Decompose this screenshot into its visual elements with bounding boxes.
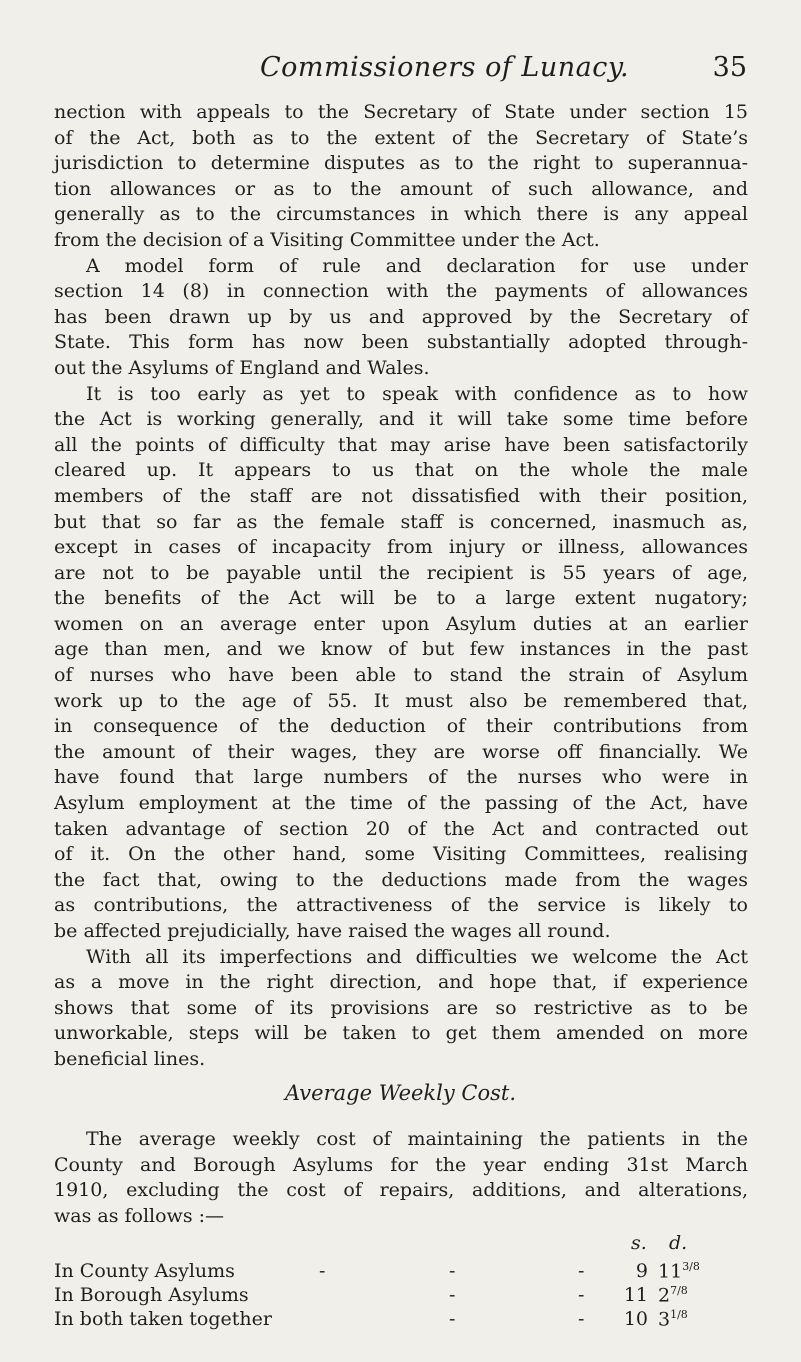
- text-line: beneficial lines.: [54, 1047, 206, 1070]
- text-line: out the Asylums of England and Wales.: [54, 356, 430, 379]
- text-line: 1910, excluding the cost of repairs, additions, and alterations,: [54, 1179, 748, 1202]
- text-line: but that so far as the female staff is concerned, inasmuch as,: [54, 510, 748, 533]
- pence-fraction: 1/8: [670, 1308, 688, 1321]
- text-line: in consequence of the deduction of their contributions from: [54, 715, 748, 738]
- text-line: of the Act, both as to the extent of the Secretary of State’s: [54, 126, 748, 149]
- text-line: members of the staff are not dissatisfied with their position,: [54, 484, 748, 507]
- page-header: [0, 52, 801, 86]
- shillings-column-header: s.: [631, 1232, 647, 1254]
- text-line: With all its imperfections and difficulties we welcome the Act: [86, 945, 748, 968]
- text-line: be affected prejudicially, have raised the wages all round.: [54, 920, 611, 942]
- table-row: [54, 1308, 754, 1332]
- shillings-value: 11: [623, 1284, 648, 1306]
- pence-column-header: d.: [669, 1232, 688, 1254]
- leader-dash: -: [319, 1260, 326, 1282]
- text-line: A model form of rule and declaration for use under: [86, 254, 748, 277]
- text-line: the amount of their wages, they are worse off financially. We: [54, 740, 748, 763]
- text-line: generally as to the circumstances in which there is any appeal: [54, 203, 748, 226]
- text-line: County and Borough Asylums for the year ending 31st March: [54, 1153, 748, 1176]
- text-line: State. This form has now been substantially adopted through-: [54, 331, 748, 354]
- leader-dash: -: [578, 1260, 585, 1282]
- row-label: In County Asylums: [54, 1260, 235, 1282]
- text-line: all the points of difficulty that may arise have been satisfactorily: [54, 433, 748, 456]
- row-label: In Borough Asylums: [54, 1284, 249, 1306]
- text-line: tion allowances or as to the amount of such allowance, and: [54, 177, 748, 200]
- row-label: In both taken together: [54, 1308, 272, 1330]
- text-line: of it. On the other hand, some Visiting Committees, realising: [54, 843, 748, 866]
- page-number: 35: [712, 52, 747, 83]
- body-text: [54, 100, 748, 1073]
- text-line: except in cases of incapacity from injury or illness, allowances: [54, 536, 748, 559]
- cost-table-header: [613, 1232, 733, 1256]
- text-line: cleared up. It appears to us that on the whole the male: [54, 459, 748, 482]
- text-line: as a move in the right direction, and hope that, if experience: [54, 971, 748, 994]
- text-line: taken advantage of section 20 of the Act and contracted out: [54, 817, 748, 840]
- pence-fraction: 7/8: [670, 1284, 688, 1297]
- text-line: are not to be payable until the recipient is 55 years of age,: [54, 561, 748, 584]
- leader-dash: -: [578, 1308, 585, 1330]
- text-line: work up to the age of 55. It must also be remembered that,: [54, 689, 748, 712]
- text-line: the Act is working generally, and it will take some time before: [54, 408, 748, 431]
- leader-dash: -: [449, 1260, 456, 1282]
- text-line: the benefits of the Act will be to a large extent nugatory;: [54, 587, 748, 610]
- text-line: has been drawn up by us and approved by the Secretary of: [54, 305, 748, 328]
- shillings-value: 10: [623, 1308, 648, 1330]
- text-line: the fact that, owing to the deductions made from the wages: [54, 868, 748, 891]
- text-line: unworkable, steps will be taken to get them amended on more: [54, 1022, 748, 1045]
- text-line: have found that large numbers of the nurses who were in: [54, 766, 748, 789]
- text-line: nection with appeals to the Secretary of State under section 15: [54, 101, 748, 123]
- text-line: The average weekly cost of maintaining the patients in the: [86, 1128, 748, 1150]
- text-line: section 14 (8) in connection with the payments of allowances: [54, 280, 748, 303]
- table-row: [54, 1284, 754, 1308]
- text-line: as contributions, the attractiveness of the service is likely to: [54, 894, 748, 917]
- running-title: Commissioners of Lunacy.: [260, 52, 630, 83]
- text-line: from the decision of a Visiting Committee under the Act.: [54, 228, 600, 251]
- section-heading: Average Weekly Cost.: [284, 1081, 517, 1105]
- text-line: of nurses who have been able to stand the strain of Asylum: [54, 664, 748, 687]
- table-row: [54, 1260, 754, 1284]
- text-line: shows that some of its provisions are so restrictive as to be: [54, 996, 748, 1019]
- section-body: [54, 1127, 748, 1229]
- text-line: jurisdiction to determine disputes as to the right to superannua-: [54, 152, 748, 175]
- pence-fraction: 3/8: [682, 1260, 700, 1273]
- pence-value: 2: [658, 1284, 671, 1307]
- leader-dash: -: [449, 1308, 456, 1330]
- text-line: women on an average enter upon Asylum duties at an earlier: [54, 612, 748, 635]
- text-line: age than men, and we know of but few instances in the past: [54, 638, 748, 661]
- leader-dash: -: [449, 1284, 456, 1306]
- text-line: It is too early as yet to speak with confidence as to how: [86, 382, 748, 405]
- pence-value: 11: [658, 1260, 683, 1283]
- leader-dash: -: [578, 1284, 585, 1306]
- text-line: was as follows :—: [54, 1204, 225, 1227]
- pence-value: 3: [658, 1308, 671, 1331]
- text-line: Asylum employment at the time of the passing of the Act, have: [54, 792, 748, 815]
- shillings-value: 9: [635, 1260, 648, 1282]
